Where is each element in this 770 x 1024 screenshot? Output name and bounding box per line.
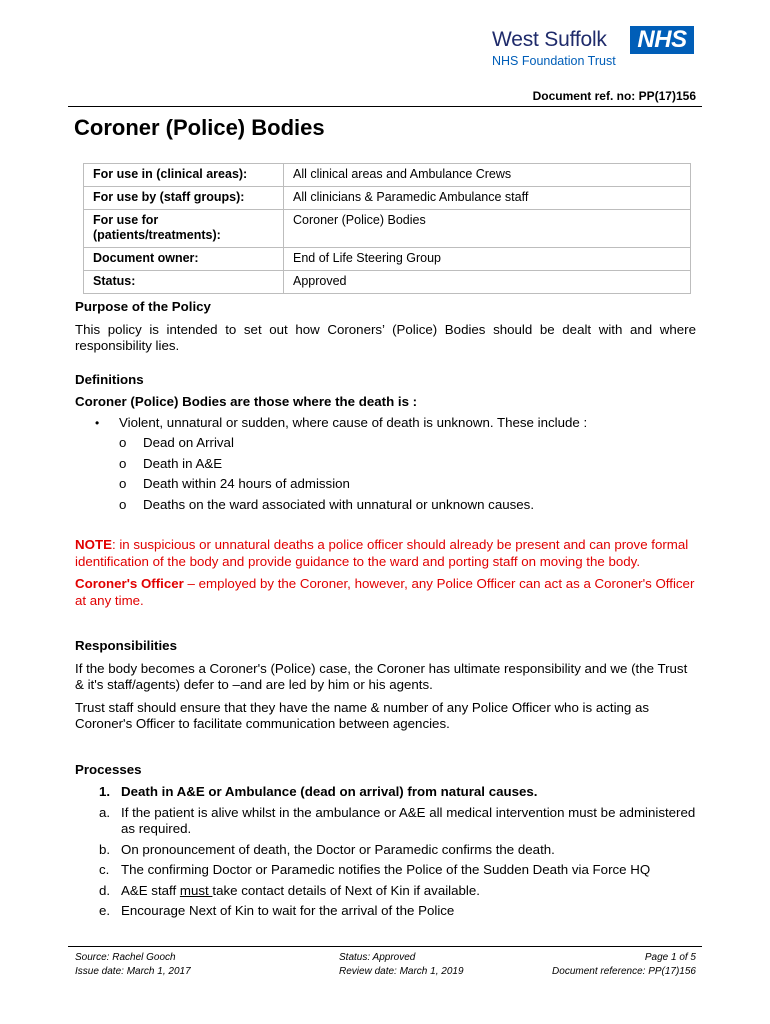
sub-item-text: Deaths on the ward associated with unnatural or unknown causes. (143, 496, 535, 512)
footer-divider (68, 946, 702, 947)
list-item (75, 784, 696, 801)
sub-item-text: Death in A&E (143, 455, 223, 471)
step-text: If the patient is alive whilst in the ambulance or A&E all medical intervention must be administered as required. (121, 804, 696, 836)
table-row (84, 248, 691, 271)
meta-key: Status: (84, 271, 284, 294)
footer-doc-reference: Document reference: PP(17)156 (552, 966, 696, 977)
purpose-heading: Purpose of the Policy (75, 299, 211, 314)
responsibilities-para-1: If the body becomes a Coroner's (Police) case, the Coroner has ultimate responsibility and we (the Trust & it's staff/agents) defer to –and are led by him or his agents. (75, 660, 688, 692)
nhs-badge: NHS (630, 26, 694, 54)
step-marker: a. (99, 804, 111, 820)
list-item (75, 805, 696, 838)
process-heading-item: Death in A&E or Ambulance (dead on arrival) from natural causes. (121, 784, 538, 799)
meta-value: Coroner (Police) Bodies (284, 210, 691, 248)
footer-source: Source: Rachel Gooch (75, 952, 176, 963)
list-item (75, 883, 696, 900)
footer-status: Status: Approved (339, 952, 416, 963)
document-meta-table (83, 163, 691, 294)
step-text: On pronouncement of death, the Doctor or Paramedic confirms the death. (121, 841, 555, 857)
sub-marker: o (119, 455, 127, 471)
document-ref: Document ref. no: PP(17)156 (532, 89, 696, 103)
meta-value: All clinicians & Paramedic Ambulance staff (284, 187, 691, 210)
note-paragraph (75, 537, 696, 570)
bullet-text: Violent, unnatural or sudden, where cause of death is unknown. These include : (119, 414, 588, 430)
footer-page-number: Page 1 of 5 (644, 952, 696, 963)
meta-key: Document owner: (84, 248, 284, 271)
document-body (75, 299, 696, 920)
list-item (75, 456, 696, 473)
responsibilities-heading: Responsibilities (75, 638, 177, 653)
step-marker: b. (99, 841, 111, 857)
sub-marker: o (119, 496, 127, 512)
sub-item-text: Death within 24 hours of admission (143, 476, 350, 491)
table-row (84, 271, 691, 294)
table-row (84, 187, 691, 210)
step-marker: c. (99, 862, 110, 877)
footer-left (75, 951, 191, 979)
coroners-officer-text: – employed by the Coroner, however, any Police Officer can act as a Coroner's Officer at any time. (75, 576, 695, 608)
footer-review-date: Review date: March 1, 2019 (339, 966, 464, 977)
meta-key: For use by (staff groups): (84, 187, 284, 210)
process-marker: 1. (99, 784, 111, 799)
list-item (75, 435, 696, 452)
sub-marker: o (119, 435, 127, 450)
footer-right (552, 951, 696, 979)
footer-middle (339, 951, 464, 979)
meta-key: For use in (clinical areas): (84, 164, 284, 187)
meta-value: End of Life Steering Group (284, 248, 691, 271)
logo-sub-name: NHS Foundation Trust (492, 54, 616, 68)
note-text: : in suspicious or unnatural deaths a police officer should already be present and can prove formal identification of the body and provide guidance to the ward and porting staff on moving the body. (75, 537, 689, 569)
list-item (75, 497, 696, 514)
step-d-pre: A&E staff (121, 882, 180, 898)
step-text: The confirming Doctor or Paramedic notifies the Police of the Sudden Death via Force HQ (121, 862, 651, 877)
step-d-post: take contact details of Next of Kin if available. (212, 882, 480, 898)
trust-logo (492, 26, 702, 72)
table-row (84, 164, 691, 187)
list-item (75, 903, 696, 920)
purpose-text: This policy is intended to set out how Coroners’ (Police) Bodies should be dealt with and where responsibility lies. (75, 321, 696, 353)
meta-value: Approved (284, 271, 691, 294)
meta-value: All clinical areas and Ambulance Crews (284, 164, 691, 187)
table-row (84, 210, 691, 248)
list-item (75, 862, 696, 879)
definitions-subheading: Coroner (Police) Bodies are those where the death is : (75, 394, 418, 409)
definitions-heading: Definitions (75, 371, 144, 387)
footer-issue-date: Issue date: March 1, 2017 (75, 966, 191, 977)
step-d-emphasis: must (179, 882, 213, 898)
note-label: NOTE (75, 537, 112, 552)
processes-heading: Processes (75, 761, 142, 777)
page-title: Coroner (Police) Bodies (74, 115, 325, 140)
step-text: Encourage Next of Kin to wait for the arrival of the Police (121, 903, 455, 918)
definitions-list (75, 415, 696, 514)
coroners-officer-label: Coroner's Officer (75, 576, 184, 591)
step-marker: d. (99, 882, 111, 898)
meta-key: For use for (patients/treatments): (84, 210, 284, 248)
step-text (121, 883, 696, 900)
sub-item-text: Dead on Arrival (143, 435, 234, 450)
list-item (75, 415, 696, 432)
list-item (75, 476, 696, 493)
coroners-officer-paragraph (75, 576, 696, 609)
responsibilities-para-2: Trust staff should ensure that they have the name & number of any Police Officer who is acting as Coroner's Officer to facilitate communication between agencies. (75, 699, 650, 731)
header-divider (68, 106, 702, 107)
bullet-marker: • (95, 415, 100, 430)
list-item (75, 842, 696, 859)
logo-org-name: West Suffolk (492, 28, 607, 51)
sub-marker: o (119, 476, 127, 491)
step-marker: e. (99, 903, 111, 918)
